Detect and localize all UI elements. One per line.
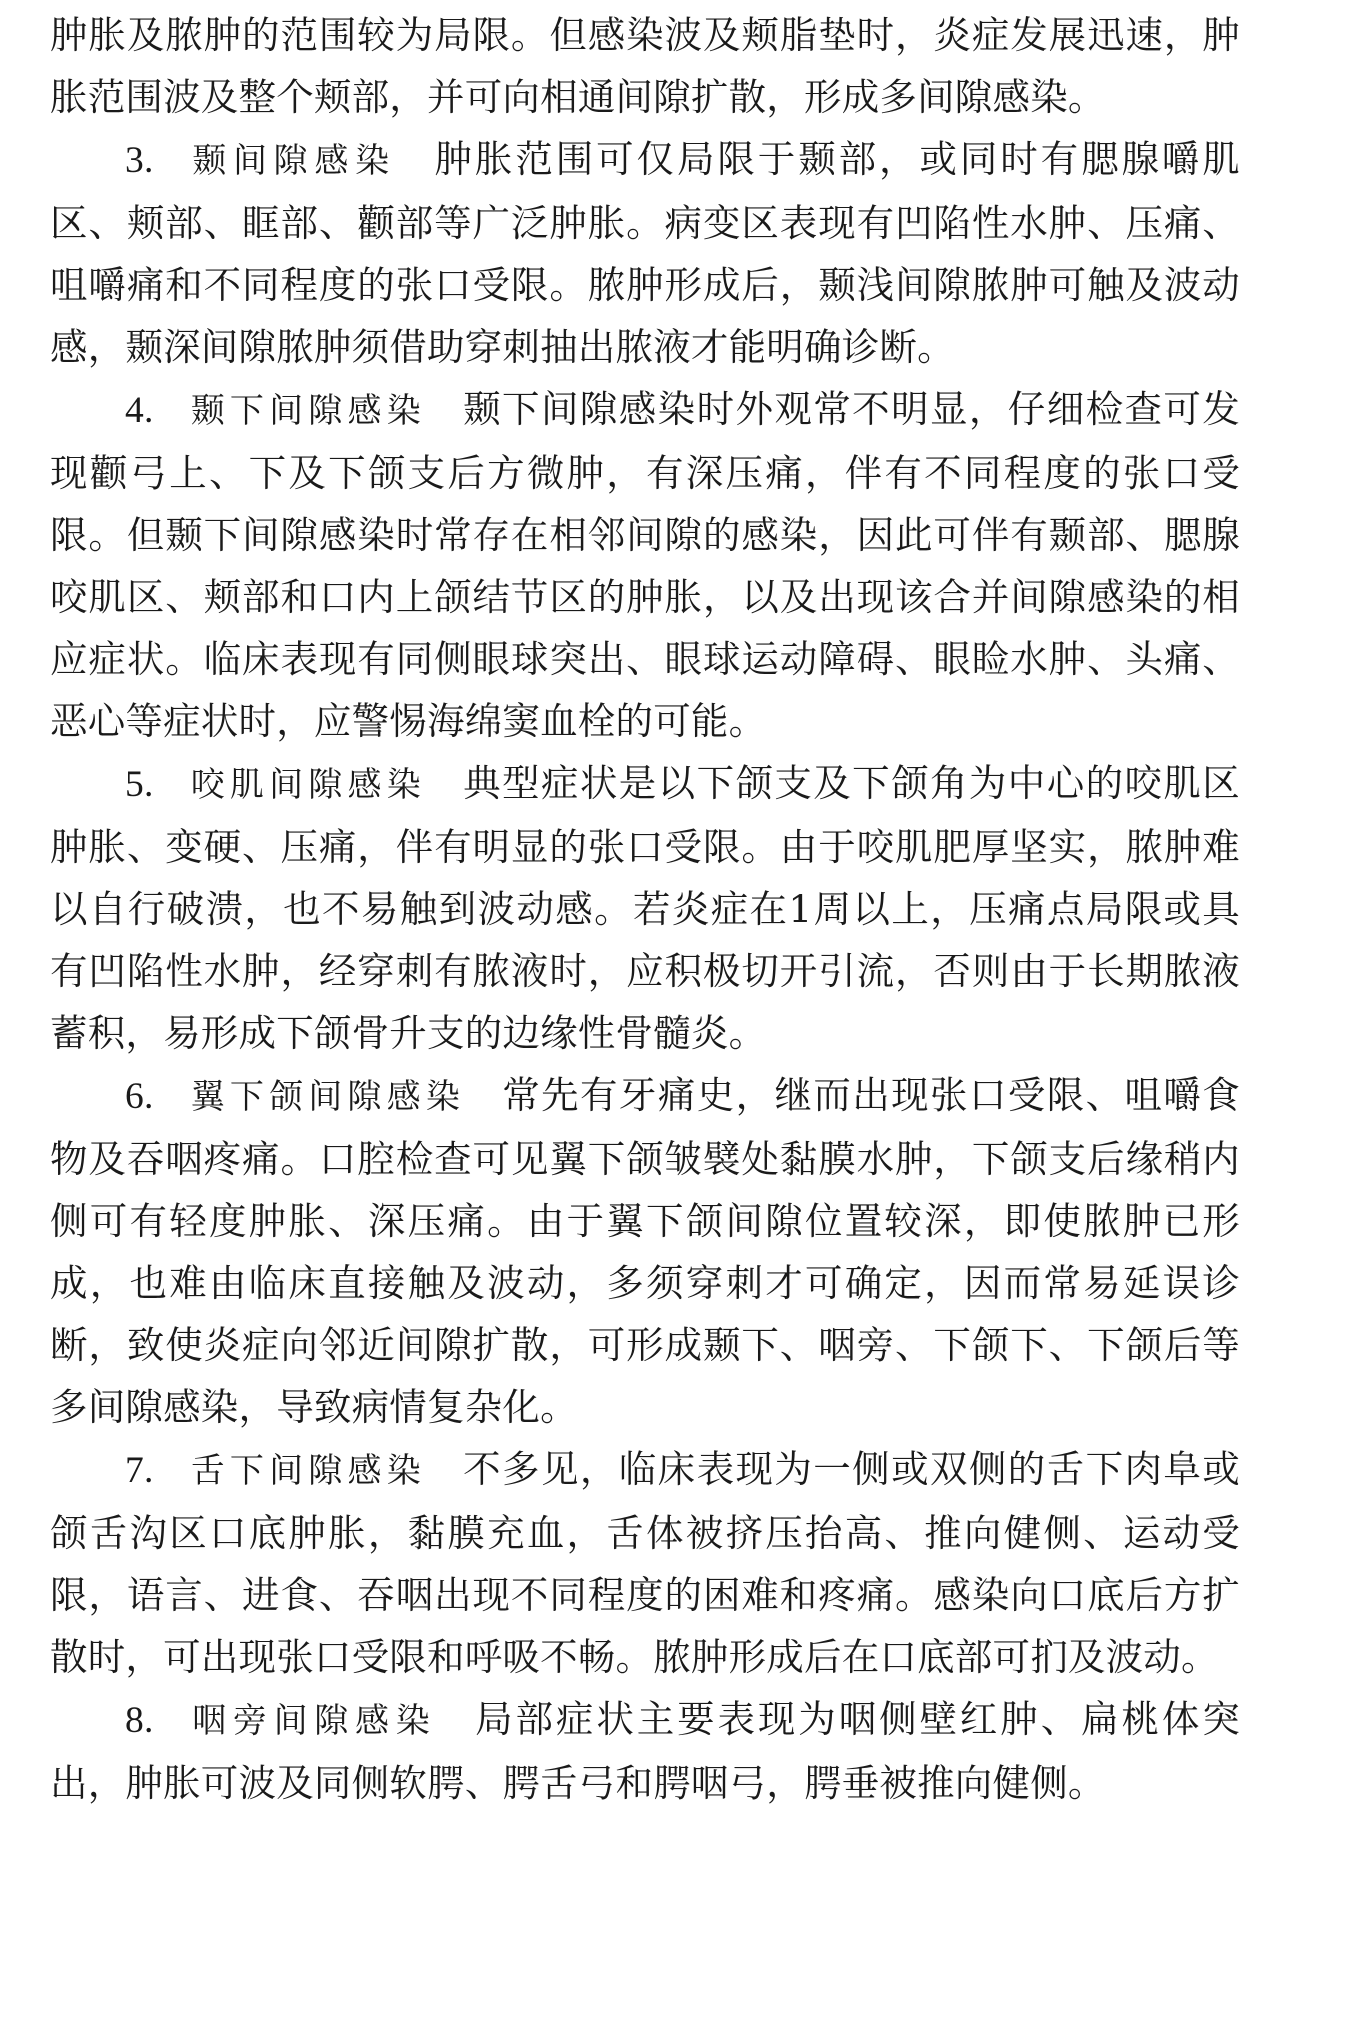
paragraph-heading: 咽旁间隙感染 — [189, 1701, 437, 1741]
paragraph-heading: 咬肌间隙感染 — [189, 765, 426, 805]
paragraph-parapharyngeal-space-infection — [50, 1688, 1240, 1814]
paragraph-body: 肿胀范围可仅局限于颞部，或同时有腮腺嚼肌区、颊部、眶部、颧部等广泛肿胀。病变区表现有凹陷性水肿、压痛、咀嚼痛和不同程度的张口受限。脓肿形成后，颞浅间隙脓肿可触及波动感，颞深间隙脓肿须借助穿刺抽出脓液才能明确诊断。 — [50, 137, 1241, 369]
paragraph-body: 肿胀及脓肿的范围较为局限。但感染波及颊脂垫时，炎症发展迅速，肿胀范围波及整个颊部，并可向相通间隙扩散，形成多间隙感染。 — [50, 13, 1240, 119]
paragraph-number: 4. — [125, 390, 154, 431]
paragraph-body: 常先有牙痛史，继而出现张口受限、咀嚼食物及吞咽疼痛。口腔检查可见翼下颌皱襞处黏膜水肿，下颌支后缘稍内侧可有轻度肿胀、深压痛。由于翼下颌间隙位置较深，即使脓肿已形成，也难由临床直接触及波动，多须穿刺才可确定，因而常易延误诊断，致使炎症向邻近间隙扩散，可形成颞下、咽旁、下颌下、下颌后等多间隙感染，导致病情复杂化。 — [50, 1073, 1240, 1429]
paragraph-body: 典型症状是以下颌支及下颌角为中心的咬肌区肿胀、变硬、压痛，伴有明显的张口受限。由于咬肌肥厚坚实，脓肿难以自行破溃，也不易触到波动感。若炎症在1周以上，压痛点局限或具有凹陷性水肿，经穿刺有脓液时，应积极切开引流，否则由于长期脓液蓄积，易形成下颌骨升支的边缘性骨髓炎。 — [50, 761, 1241, 1055]
paragraph-body: 不多见，临床表现为一侧或双侧的舌下肉阜或颌舌沟区口底肿胀，黏膜充血，舌体被挤压抬高、推向健侧、运动受限，语言、进食、吞咽出现不同程度的困难和疼痛。感染向口底后方扩散时，可出现张口受限和呼吸不畅。脓肿形成后在口底部可扪及波动。 — [50, 1447, 1241, 1679]
paragraph-heading: 颞下间隙感染 — [189, 391, 426, 431]
body-text — [50, 4, 1240, 1814]
paragraph-body: 颞下间隙感染时外观常不明显，仔细检查可发现颧弓上、下及下颌支后方微肿，有深压痛，伴有不同程度的张口受限。但颞下间隙感染时常存在相邻间隙的感染，因此可伴有颞部、腮腺咬肌区、颊部和口内上颌结节区的肿胀，以及出现该合并间隙感染的相应症状。临床表现有同侧眼球突出、眼球运动障碍、眼睑水肿、头痛、恶心等症状时，应警惕海绵窦血栓的可能。 — [50, 387, 1241, 743]
paragraph-continuation — [50, 4, 1240, 128]
paragraph-sublingual-space-infection — [50, 1438, 1240, 1688]
paragraph-pterygomandibular-space-infection — [50, 1064, 1240, 1438]
paragraph-number: 6. — [125, 1076, 154, 1117]
paragraph-number: 3. — [125, 140, 154, 181]
paragraph-infratemporal-space-infection — [50, 378, 1240, 752]
paragraph-number: 5. — [125, 764, 154, 805]
paragraph-masseter-space-infection — [50, 752, 1240, 1064]
paragraph-heading: 翼下颌间隙感染 — [189, 1077, 466, 1117]
paragraph-temporal-space-infection — [50, 128, 1240, 378]
paragraph-number: 8. — [125, 1700, 154, 1741]
paragraph-heading: 颞间隙感染 — [189, 141, 396, 181]
paragraph-body: 局部症状主要表现为咽侧壁红肿、扁桃体突出，肿胀可波及同侧软腭、腭舌弓和腭咽弓，腭垂被推向健侧。 — [50, 1697, 1240, 1805]
paragraph-number: 7. — [125, 1450, 154, 1491]
paragraph-heading: 舌下间隙感染 — [189, 1451, 426, 1491]
